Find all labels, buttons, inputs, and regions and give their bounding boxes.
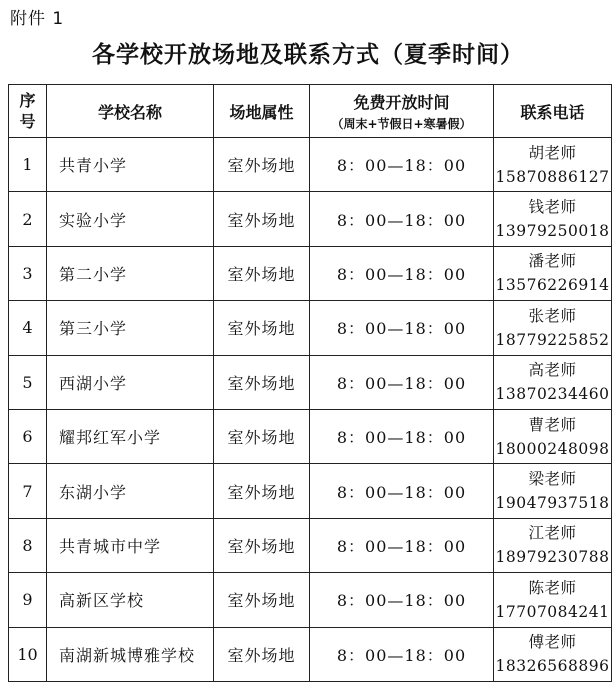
contact-cell	[494, 627, 612, 681]
open-time: 8：00—18：00	[310, 409, 494, 463]
header-school: 学校名称	[47, 85, 214, 138]
contact-phone: 18779225852	[495, 330, 610, 349]
contact-phone: 13979250018	[495, 222, 610, 241]
table-row	[9, 301, 612, 355]
school-name: 第三小学	[47, 301, 214, 355]
row-number: 3	[9, 246, 47, 300]
table-row	[9, 192, 612, 246]
table-row	[9, 464, 612, 518]
contact-phone: 13870234460	[495, 385, 610, 404]
row-number: 9	[9, 573, 47, 627]
contact-phone: 13576226914	[495, 276, 610, 295]
contact-cell	[494, 409, 612, 463]
header-seq	[9, 85, 47, 138]
contact-person: 钱老师	[528, 198, 577, 217]
school-name: 耀邦红军小学	[47, 409, 214, 463]
contact-person: 陈老师	[528, 578, 577, 597]
venue-type: 室外场地	[214, 192, 310, 246]
venue-type: 室外场地	[214, 573, 310, 627]
contact-person: 张老师	[528, 306, 577, 325]
venue-type: 室外场地	[214, 518, 310, 572]
row-number: 1	[9, 138, 47, 192]
venue-type: 室外场地	[214, 627, 310, 681]
row-number: 4	[9, 301, 47, 355]
table-row	[9, 355, 612, 409]
contact-phone: 15870886127	[495, 167, 610, 186]
school-name: 实验小学	[47, 192, 214, 246]
open-time: 8：00—18：00	[310, 301, 494, 355]
contact-cell	[494, 355, 612, 409]
contact-cell	[494, 301, 612, 355]
contact-phone: 18979230788	[495, 548, 610, 567]
venue-type: 室外场地	[214, 301, 310, 355]
school-name: 高新区学校	[47, 573, 214, 627]
contact-cell	[494, 192, 612, 246]
contact-phone: 18000248098	[495, 439, 610, 458]
header-contact: 联系电话	[494, 85, 612, 138]
venue-type: 室外场地	[214, 138, 310, 192]
school-name: 共青小学	[47, 138, 214, 192]
contact-cell	[494, 246, 612, 300]
contact-person: 傅老师	[528, 633, 577, 652]
school-name: 东湖小学	[47, 464, 214, 518]
open-time: 8：00—18：00	[310, 138, 494, 192]
header-seq-line1: 序	[19, 91, 36, 110]
venue-type: 室外场地	[214, 409, 310, 463]
contact-person: 高老师	[528, 361, 577, 380]
venue-type: 室外场地	[214, 246, 310, 300]
school-name: 第二小学	[47, 246, 214, 300]
table-row	[9, 627, 612, 681]
contact-person: 曹老师	[528, 415, 577, 434]
contact-person: 潘老师	[528, 252, 577, 271]
contact-phone: 19047937518	[495, 494, 610, 513]
contact-person: 江老师	[528, 524, 577, 543]
contact-cell	[494, 518, 612, 572]
header-open-time-note: （周末+节假日+寒暑假）	[331, 117, 472, 131]
table-row	[9, 246, 612, 300]
contact-cell	[494, 138, 612, 192]
row-number: 8	[9, 518, 47, 572]
open-time: 8：00—18：00	[310, 246, 494, 300]
schools-table	[8, 84, 612, 682]
open-time: 8：00—18：00	[310, 464, 494, 518]
document-title: 各学校开放场地及联系方式（夏季时间）	[92, 42, 524, 68]
row-number: 7	[9, 464, 47, 518]
attachment-label: 附件 1	[10, 9, 65, 29]
header-venue-type: 场地属性	[214, 85, 310, 138]
table-row	[9, 409, 612, 463]
contact-cell	[494, 464, 612, 518]
open-time: 8：00—18：00	[310, 518, 494, 572]
table-header-row	[9, 85, 612, 138]
row-number: 6	[9, 409, 47, 463]
contact-cell	[494, 573, 612, 627]
venue-type: 室外场地	[214, 355, 310, 409]
open-time: 8：00—18：00	[310, 355, 494, 409]
open-time: 8：00—18：00	[310, 627, 494, 681]
contact-person: 胡老师	[528, 143, 577, 162]
contact-person: 梁老师	[528, 470, 577, 489]
contact-phone: 18326568896	[495, 657, 610, 676]
row-number: 5	[9, 355, 47, 409]
row-number: 10	[9, 627, 47, 681]
table-row	[9, 573, 612, 627]
open-time: 8：00—18：00	[310, 573, 494, 627]
header-seq-line2: 号	[19, 112, 36, 131]
contact-phone: 17707084241	[495, 602, 610, 621]
school-name: 西湖小学	[47, 355, 214, 409]
school-name: 共青城市中学	[47, 518, 214, 572]
venue-type: 室外场地	[214, 464, 310, 518]
table-row	[9, 138, 612, 192]
school-name: 南湖新城博雅学校	[47, 627, 214, 681]
table-row	[9, 518, 612, 572]
header-open-time	[310, 85, 494, 138]
header-open-time-label: 免费开放时间	[353, 93, 450, 112]
open-time: 8：00—18：00	[310, 192, 494, 246]
row-number: 2	[9, 192, 47, 246]
